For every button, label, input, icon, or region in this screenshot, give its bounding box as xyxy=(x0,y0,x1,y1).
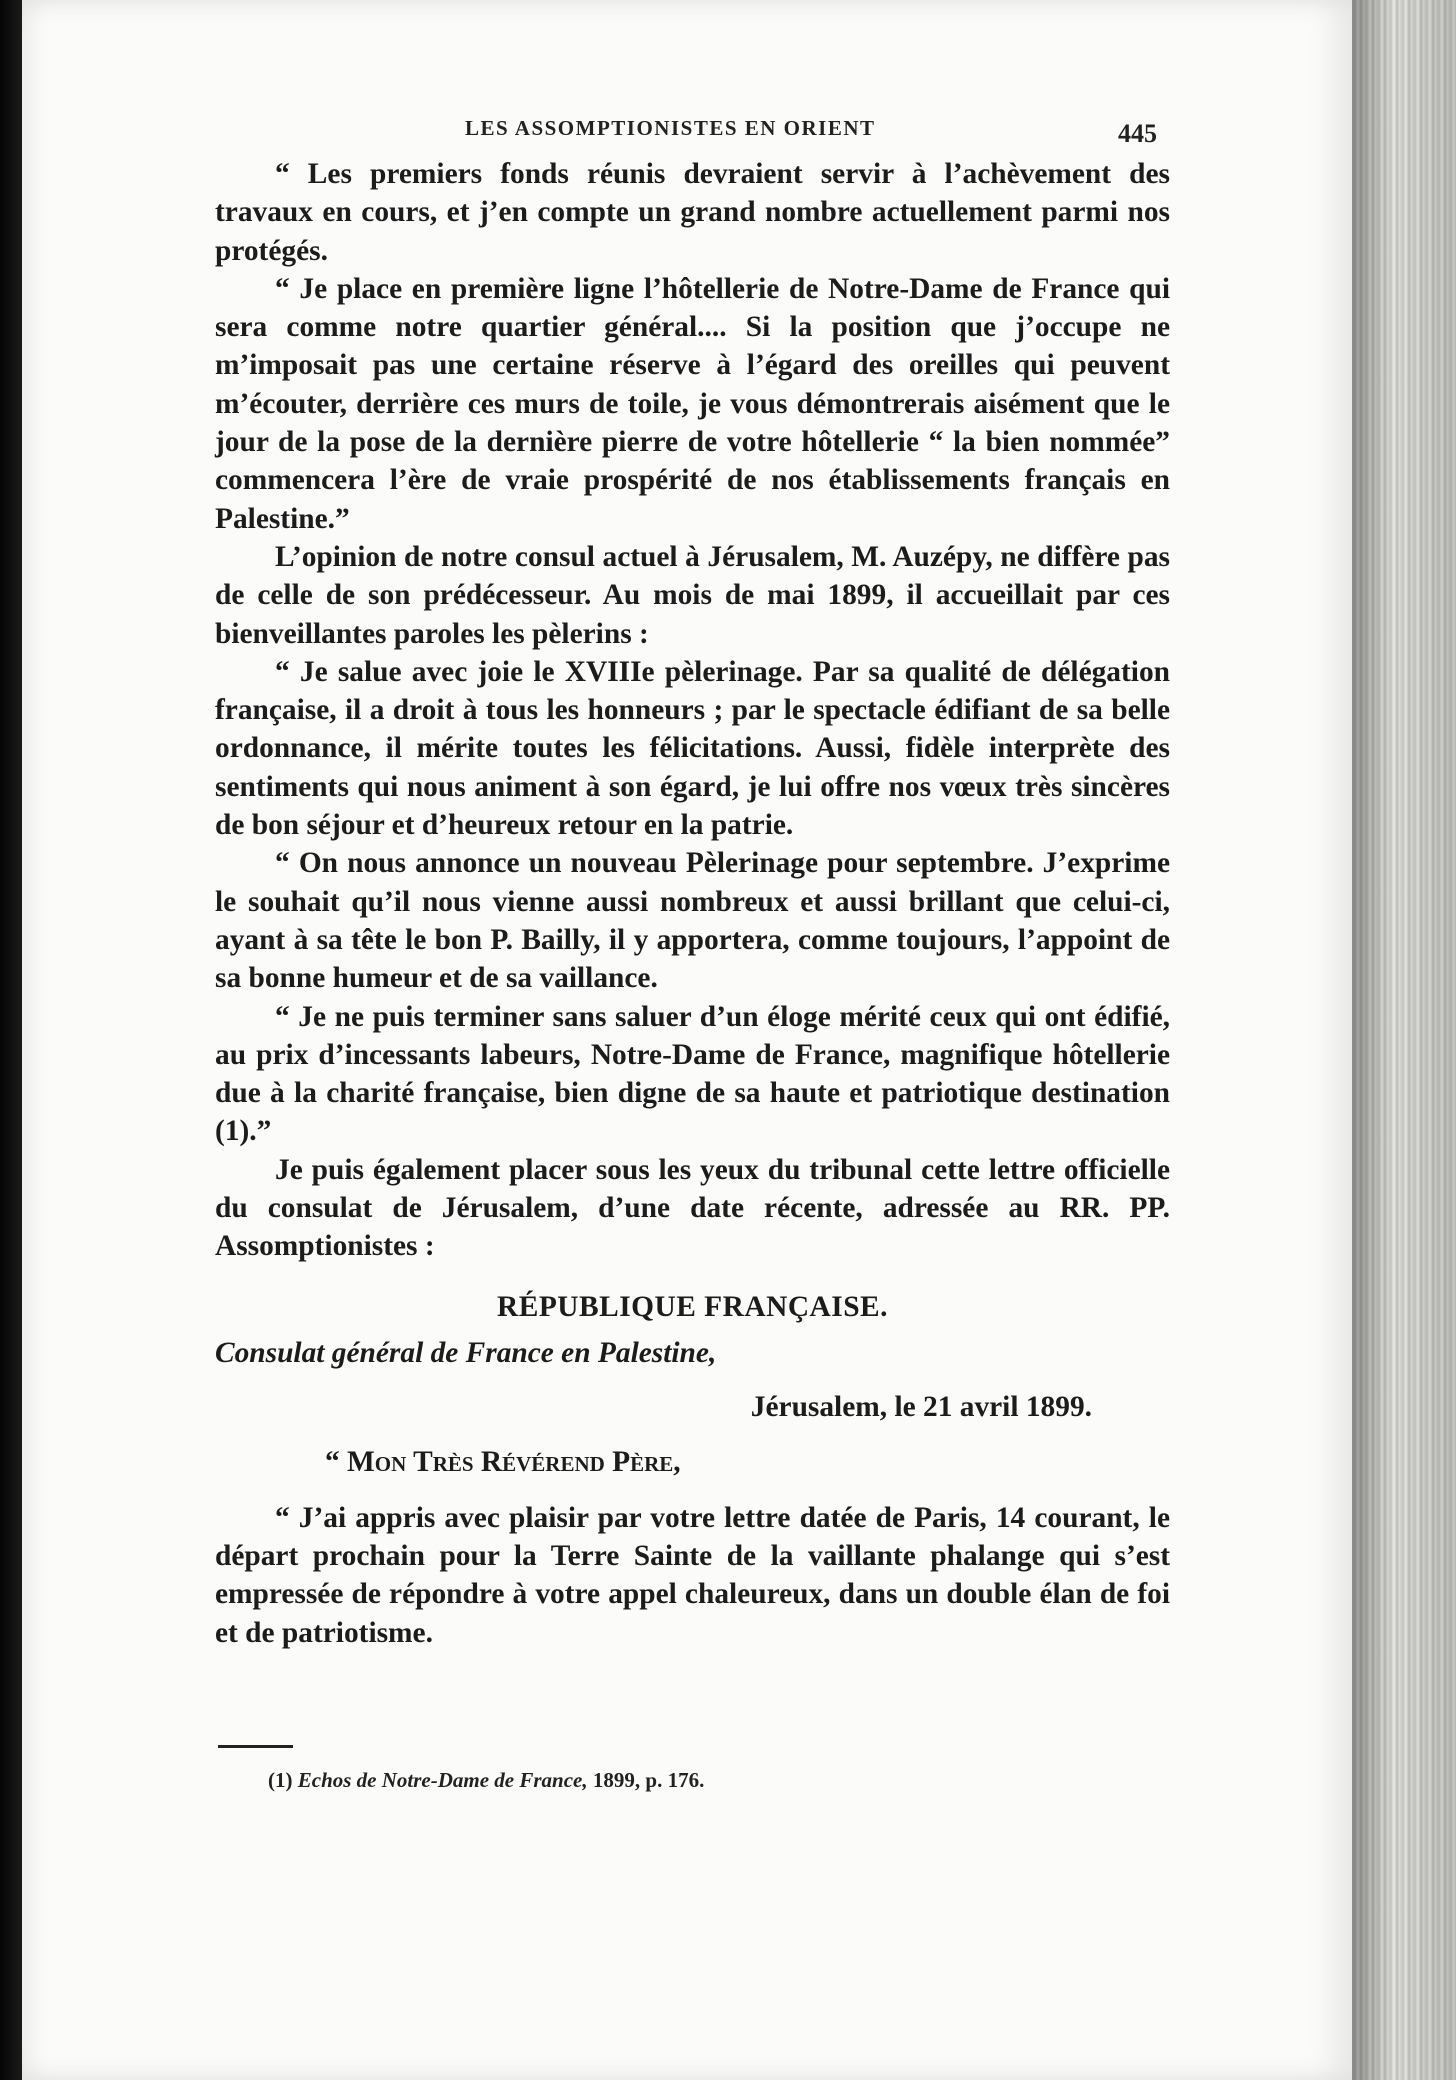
paragraph: Je puis également placer sous les yeux du tribunal cette lettre officielle du consulat de Jérusalem, d’une date récente, adressée au RR. PP. Assomptionistes : xyxy=(215,1153,1170,1263)
running-head: LES ASSOMPTIONISTES EN ORIENT xyxy=(465,116,876,140)
footnote-rule xyxy=(218,1745,293,1748)
page-stack-edge xyxy=(1352,0,1456,2080)
footnote xyxy=(268,1768,704,1793)
salutation: “ Mon Très Révérend Père, xyxy=(325,1445,681,1478)
paragraph: “ On nous annonce un nouveau Pèlerinage pour septembre. J’exprime le souhait qu’il nous vienne aussi nombreux et aussi brillant que celui-ci, ayant à sa tête le bon P. Bailly, il y apportera, comme toujours, l’appoint de sa bonne humeur et de sa vaillance. xyxy=(215,847,1170,995)
paragraph: “ Les premiers fonds réunis devraient servir à l’achèvement des travaux en cours, et j’en compte un grand nombre actuellement parmi nos protégés. xyxy=(215,158,1170,267)
letter-heading: RÉPUBLIQUE FRANÇAISE. xyxy=(497,1290,888,1323)
paragraph: L’opinion de notre consul actuel à Jérusalem, M. Auzépy, ne diffère pas de celle de son prédécesseur. Au mois de mai 1899, il accueillait par ces bienveillantes paroles les pèlerins : xyxy=(215,540,1170,650)
paragraph: “ J’ai appris avec plaisir par votre lettre datée de Paris, 14 courant, le départ prochain pour la Terre Sainte de la vaillante phalange qui s’est empressée de répondre à votre appel chaleureux, dans un double élan de foi et de patriotisme. xyxy=(215,1501,1170,1649)
footnote-work-title: Echos de Notre-Dame de France, xyxy=(297,1768,588,1792)
body-text xyxy=(215,155,1170,1652)
page-number: 445 xyxy=(1118,119,1157,148)
footnote-details: 1899, p. 176. xyxy=(592,1768,705,1792)
paragraph: “ Je place en première ligne l’hôtellerie de Notre-Dame de France qui sera comme notre quartier général.... Si la position que j’occupe ne m’imposait pas une certaine réserve à l’égard des oreilles qui peuvent m’écouter, derrière ces murs de toile, je vous démontrerais aisément que le jour de la pose de la dernière pierre de votre hôtellerie “ la bien nommée” commencera l’ère de vraie prospérité de nos établissements français en Palestine.” xyxy=(215,272,1170,535)
paragraph: “ Je salue avec joie le XVIIIe pèlerinage. Par sa qualité de délégation française, il a droit à tous les honneurs ; par le spectacle édifiant de sa belle ordonnance, il mérite toutes les félicitations. Aussi, fidèle interprète des sentiments qui nous animent à son égard, je lui offre nos vœux très sincères de bon séjour et d’heureux retour en la patrie. xyxy=(215,655,1170,842)
binding-shadow xyxy=(0,0,22,2080)
footnote-marker: (1) xyxy=(268,1768,293,1792)
dateline: Jérusalem, le 21 avril 1899. xyxy=(750,1391,1092,1424)
paragraph: “ Je ne puis terminer sans saluer d’un éloge mérité ceux qui ont édifié, au prix d’incessants labeurs, Notre-Dame de France, magnifique hôtellerie due à la charité française, bien digne de sa haute et patriotique destination (1).” xyxy=(215,1000,1170,1148)
consulate-line: Consulat général de France en Palestine, xyxy=(215,1336,717,1369)
